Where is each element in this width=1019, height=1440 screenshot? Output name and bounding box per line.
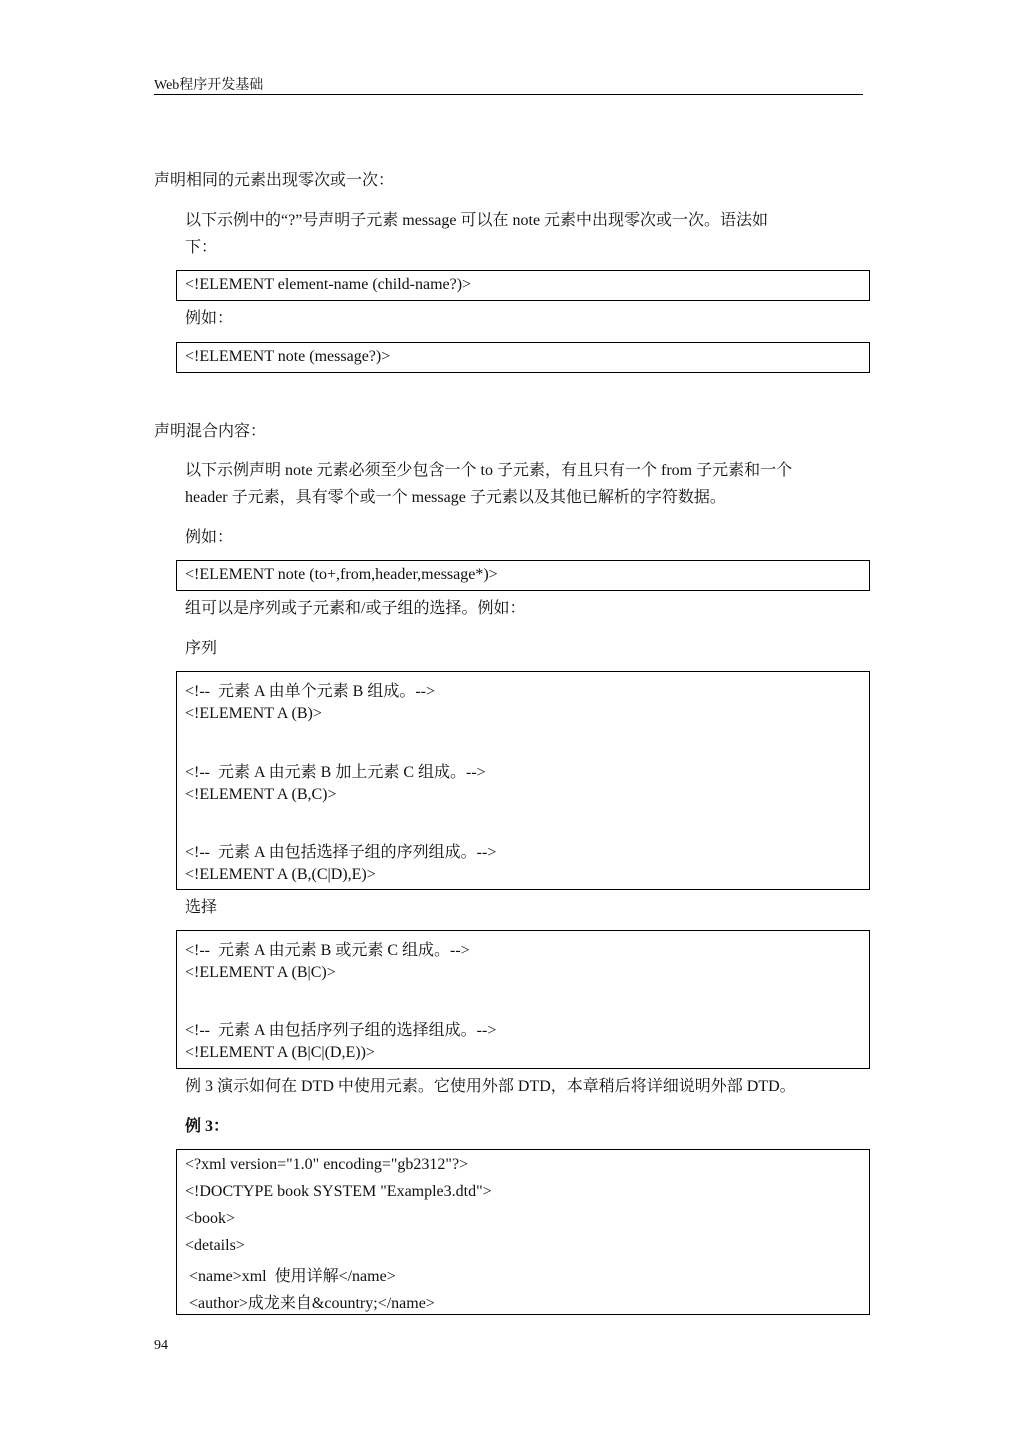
example3-title: 例 3： [185, 1118, 230, 1135]
example3-code-box [176, 1149, 870, 1315]
code-line: <book> [185, 1210, 236, 1227]
code-line: <!-- 元素 A 由单个元素 B 组成。--> [185, 683, 436, 700]
example-code-box [176, 560, 870, 591]
code-line: <!-- 元素 A 由元素 B 或元素 C 组成。--> [185, 942, 470, 959]
code-line: <!ELEMENT A (B,C)> [185, 786, 337, 803]
choice-label: 选择 [185, 899, 218, 916]
section-title-zero-or-one: 声明相同的元素出现零次或一次： [154, 172, 395, 189]
section-desc-line-1: 以下示例声明 note 元素必须至少包含一个 to 子元素，有且只有一个 from 子元素和一个 [185, 462, 793, 479]
code-line: <!ELEMENT A (B,(C|D),E)> [185, 866, 376, 883]
sequence-code-box [176, 671, 870, 890]
code-line: <!DOCTYPE book SYSTEM "Example3.dtd"> [185, 1183, 492, 1200]
code-line: <!ELEMENT element-name (child-name?)> [185, 276, 472, 293]
code-line: <!ELEMENT A (B|C|(D,E))> [185, 1044, 375, 1061]
code-line: <!-- 元素 A 由包括选择子组的序列组成。--> [185, 844, 497, 861]
code-line: <!ELEMENT A (B|C)> [185, 964, 336, 981]
header-rule [154, 94, 863, 95]
page-number: 94 [154, 1338, 168, 1353]
example-label: 例如： [185, 529, 234, 546]
running-header: Web程序开发基础 [154, 78, 264, 93]
choice-code-box [176, 930, 870, 1069]
example3-description: 例 3 演示如何在 DTD 中使用元素。它使用外部 DTD，本章稍后将详细说明外部 DTD。 [185, 1078, 796, 1095]
code-line: <!ELEMENT note (to+,from,header,message*)> [185, 566, 498, 583]
code-line: <!ELEMENT note (message?)> [185, 348, 391, 365]
code-line: <author>成龙来自&country;</name> [185, 1295, 435, 1312]
code-line: <!-- 元素 A 由元素 B 加上元素 C 组成。--> [185, 764, 486, 781]
code-line: <!-- 元素 A 由包括序列子组的选择组成。--> [185, 1022, 497, 1039]
code-line: <name>xml 使用详解</name> [185, 1268, 396, 1285]
section-desc-line-2: 下： [185, 239, 218, 256]
group-description: 组可以是序列或子元素和/或子组的选择。例如： [185, 600, 526, 617]
example-code-box [176, 342, 870, 373]
code-line: <details> [185, 1237, 245, 1254]
example-label: 例如： [185, 310, 234, 327]
section-title-mixed-content: 声明混合内容： [154, 423, 267, 440]
syntax-code-box [176, 270, 870, 301]
section-desc-line-1: 以下示例中的“?”号声明子元素 message 可以在 note 元素中出现零次或一次。语法如 [185, 212, 769, 229]
section-desc-line-2: header 子元素，具有零个或一个 message 子元素以及其他已解析的字符数据。 [185, 489, 726, 506]
code-line: <!ELEMENT A (B)> [185, 705, 322, 722]
sequence-label: 序列 [185, 640, 218, 657]
code-line: <?xml version="1.0" encoding="gb2312"?> [185, 1156, 469, 1173]
